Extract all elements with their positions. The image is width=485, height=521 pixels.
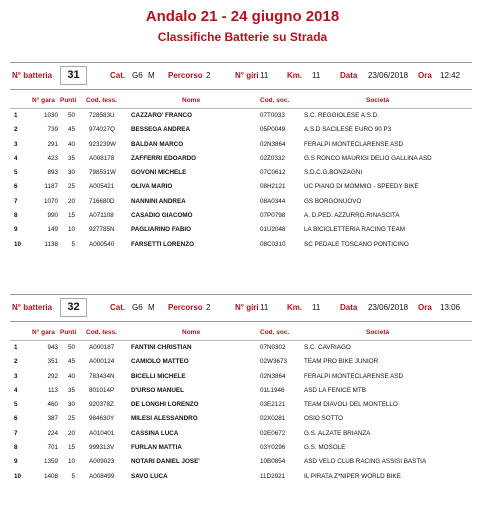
ora-value: 13:06	[440, 303, 461, 312]
row-club-name: S.C. CAVRIAGO	[304, 344, 351, 351]
row-position: 10	[14, 472, 22, 480]
row-race-number: 893	[47, 169, 58, 177]
table-row	[10, 109, 472, 123]
row-race-number: 943	[47, 344, 58, 351]
row-position: 8	[14, 212, 18, 220]
row-club-name: SC PEDALE TOSCANO PONTICINO	[304, 240, 409, 248]
row-club-code: 02W3673	[260, 358, 287, 366]
col-nome: Nome	[182, 97, 201, 104]
row-license: 974027Q	[89, 126, 115, 134]
row-name: OLIVA MARIO	[131, 183, 173, 191]
row-points: 40	[67, 372, 75, 380]
giri-label: N° giri	[235, 71, 259, 80]
row-club-name: FERALPI MONTECLARENSE ASD	[304, 372, 404, 380]
batteria-31-section	[10, 62, 472, 252]
cat-value: G6	[132, 303, 143, 312]
col-punti: Punti	[60, 97, 77, 104]
table-row	[10, 209, 472, 223]
batteria-number: 32	[60, 298, 87, 317]
row-position: 6	[14, 183, 18, 191]
row-club-name: ASD LA FENICE MTB	[304, 386, 366, 394]
row-race-number: 1187	[44, 183, 58, 191]
row-name: MILESI ALESSANDRO	[131, 415, 198, 423]
row-race-number: 113	[47, 386, 58, 394]
row-club-name: G.S RONCO MAURIGI DELIO GALLINA ASD	[304, 154, 432, 162]
batteria-header	[10, 294, 472, 322]
row-license: 984630Y	[89, 415, 115, 423]
row-license: 920378Z	[89, 401, 114, 409]
row-name: GOVONI MICHELE	[131, 169, 187, 177]
row-club-code: 08A0344	[260, 197, 286, 205]
table-row	[10, 370, 472, 384]
row-license: A071108	[89, 212, 114, 220]
table-row	[10, 412, 472, 426]
table-row	[10, 455, 472, 469]
row-club-code: 01U2048	[260, 226, 286, 234]
ora-value: 12:42	[440, 71, 461, 80]
sesso-value: M	[148, 303, 155, 312]
row-license: 728583U	[89, 112, 115, 119]
row-club-code: 02E0672	[260, 429, 286, 437]
row-club-code: 05P0049	[260, 126, 286, 134]
col-soc: Cod. soc.	[260, 329, 290, 336]
km-value: 11	[312, 71, 321, 80]
row-race-number: 1138	[44, 240, 58, 248]
cat-label: Cat.	[110, 71, 126, 80]
row-race-number: 292	[47, 372, 58, 380]
row-name: BALDAN MARCO	[131, 140, 184, 148]
percorso-label: Percorso	[168, 303, 203, 312]
row-position: 3	[14, 140, 18, 148]
row-name: NOTARI DANIEL JOSE'	[131, 458, 200, 466]
row-points: 10	[67, 226, 75, 234]
ora-label: Ora	[418, 303, 432, 312]
table-row	[10, 223, 472, 237]
row-club-code: 01L1946	[260, 386, 285, 394]
batteria-32-section	[10, 294, 472, 484]
row-club-code: 08C0310	[260, 240, 286, 248]
row-club-name: FERALPI MONTECLARENSE ASD	[304, 140, 404, 148]
batteria-label: N° batteria	[12, 71, 53, 80]
row-name: CAMIOLO MATTEO	[131, 358, 189, 366]
row-position: 1	[14, 344, 18, 351]
col-nome: Nome	[182, 329, 201, 336]
column-headers	[10, 94, 472, 109]
table-row	[10, 398, 472, 412]
giri-label: N° giri	[235, 303, 259, 312]
cat-label: Cat.	[110, 303, 126, 312]
row-race-number: 1408	[43, 472, 58, 480]
table-row	[10, 138, 472, 152]
table-row	[10, 180, 472, 194]
row-points: 45	[67, 358, 75, 366]
table-row	[10, 384, 472, 398]
row-points: 40	[67, 140, 75, 148]
row-position: 9	[14, 226, 18, 234]
row-license: 801014P	[89, 386, 115, 394]
row-club-name: S.D.C.G.BONZAGNI	[304, 169, 363, 177]
row-name: SAVO LUCA	[131, 472, 168, 480]
row-position: 5	[14, 169, 18, 177]
km-label: Km.	[287, 303, 303, 312]
row-race-number: 1359	[43, 458, 58, 466]
row-race-number: 149	[47, 226, 58, 234]
table-row	[10, 341, 472, 355]
row-name: BICELLI MICHELE	[131, 372, 186, 380]
row-race-number: 990	[47, 212, 58, 220]
row-club-name: A.S.D SACILESE EURO 90 P3	[304, 126, 392, 134]
row-points: 35	[67, 386, 75, 394]
row-club-code: 07P0798	[260, 212, 286, 220]
row-club-name: UC PIANO DI MOMMIO - SPEEDY BIKE	[304, 183, 419, 191]
row-name: FURLAN MATTIA	[131, 444, 182, 452]
row-license: 999313V	[89, 444, 115, 452]
row-license: 798531W	[89, 169, 116, 177]
row-points: 30	[67, 401, 75, 409]
row-points: 15	[67, 212, 75, 220]
row-club-name: A. D.PED. AZZURRO.RINASCITA	[304, 212, 400, 220]
row-club-code: 02N3864	[260, 372, 286, 380]
row-race-number: 224	[47, 429, 58, 437]
row-position: 4	[14, 386, 18, 394]
row-club-code: 07N0302	[260, 344, 286, 351]
data-label: Data	[340, 71, 358, 80]
data-value: 23/06/2018	[368, 71, 409, 80]
row-club-name: TEAM PRO BIKE JUNIOR	[304, 358, 379, 366]
batteria-header	[10, 62, 472, 90]
row-name: ZAFFERRI EDOARDO	[131, 154, 197, 162]
row-club-code: 03Y0296	[260, 444, 286, 452]
row-points: 10	[67, 458, 75, 466]
row-license: A000540	[89, 240, 115, 248]
col-societa: Società	[366, 97, 390, 104]
row-name: PAGLIARINO FABIO	[131, 226, 192, 234]
table-row	[10, 427, 472, 441]
row-name: CAZZARO' FRANCO	[131, 112, 192, 119]
cat-value: G6	[132, 71, 143, 80]
row-position: 2	[14, 126, 18, 134]
row-points: 20	[67, 197, 75, 205]
page-title: Andalo 21 - 24 giugno 2018	[145, 8, 340, 25]
row-points: 50	[67, 112, 75, 119]
row-license: 923239W	[89, 140, 116, 148]
row-race-number: 1070	[43, 197, 58, 205]
row-club-code: 02N3864	[260, 140, 286, 148]
column-headers	[10, 326, 472, 341]
row-position: 7	[14, 429, 18, 437]
row-points: 5	[71, 472, 75, 480]
row-club-name: G.S. MOSOLE	[304, 444, 346, 452]
row-points: 50	[67, 344, 75, 351]
table-row	[10, 152, 472, 166]
row-license: A008178	[89, 154, 115, 162]
col-societa: Società	[366, 329, 390, 336]
percorso-label: Percorso	[168, 71, 203, 80]
row-club-code: 02X0281	[260, 415, 286, 423]
table-row	[10, 166, 472, 180]
row-position: 7	[14, 197, 18, 205]
row-race-number: 387	[47, 415, 58, 423]
row-name: CASSINA LUCA	[131, 429, 179, 437]
giri-value: 11	[260, 303, 269, 312]
col-soc: Cod. soc.	[260, 97, 290, 104]
km-label: Km.	[287, 71, 303, 80]
row-race-number: 291	[47, 140, 58, 148]
col-gara: N° gara	[32, 97, 55, 104]
row-points: 5	[71, 240, 75, 248]
row-club-name: TEAM DIAVOLI DEL MONTELLO	[304, 401, 398, 409]
row-position: 4	[14, 154, 18, 162]
table-row	[10, 470, 472, 484]
row-name: NANNINI ANDREA	[131, 197, 186, 205]
row-license: A008499	[89, 472, 115, 480]
row-position: 5	[14, 401, 18, 409]
row-club-code: 07C0612	[260, 169, 286, 177]
batteria-label: N° batteria	[12, 303, 53, 312]
row-club-code: 11D2921	[260, 472, 286, 480]
row-club-code: 10B0854	[260, 458, 286, 466]
row-club-name: G.S. ALZATE BRIANZA	[304, 429, 371, 437]
col-punti: Punti	[60, 329, 77, 336]
batteria-number: 31	[60, 66, 87, 85]
row-club-name: OSIO SOTTO	[304, 415, 344, 423]
row-race-number: 423	[47, 154, 58, 162]
row-license: A010401	[89, 429, 115, 437]
row-club-code: 03E2121	[260, 401, 286, 409]
row-license: 783434N	[89, 372, 115, 380]
row-position: 9	[14, 458, 18, 466]
row-race-number: 460	[47, 401, 58, 409]
row-points: 30	[67, 169, 75, 177]
row-name: DE LONGHI LORENZO	[131, 401, 199, 409]
col-tess: Cod. tess.	[86, 97, 118, 104]
page-subtitle: Classifiche Batterie su Strada	[157, 30, 328, 44]
row-position: 3	[14, 372, 18, 380]
row-license: A005421	[89, 183, 115, 191]
row-name: BESSEGA ANDREA	[131, 126, 191, 134]
row-club-code: 02Z0332	[260, 154, 285, 162]
row-position: 1	[14, 112, 18, 119]
row-points: 25	[67, 183, 75, 191]
row-name: FANTINI CHRISTIAN	[131, 344, 192, 351]
row-club-name: LA BICICLETTERIA RACING TEAM	[304, 226, 406, 234]
row-position: 6	[14, 415, 18, 423]
data-label: Data	[340, 303, 358, 312]
col-gara: N° gara	[32, 329, 55, 336]
row-race-number: 701	[47, 444, 58, 452]
table-row	[10, 238, 472, 252]
row-license: A009023	[89, 458, 115, 466]
giri-value: 11	[260, 71, 269, 80]
table-row	[10, 441, 472, 455]
row-club-name: IL PIRATA Z*NIPER WORLD BIKE	[304, 472, 401, 480]
col-tess: Cod. tess.	[86, 329, 118, 336]
row-name: FARSETTI LORENZO	[131, 240, 194, 248]
table-row	[10, 355, 472, 369]
row-points: 35	[67, 154, 75, 162]
km-value: 11	[312, 303, 321, 312]
sesso-value: M	[148, 71, 155, 80]
row-license: A000124	[89, 358, 115, 366]
table-row	[10, 123, 472, 137]
row-club-code: 08H2121	[260, 183, 286, 191]
row-club-code: 07T0033	[260, 112, 285, 119]
row-points: 25	[67, 415, 75, 423]
ora-label: Ora	[418, 71, 432, 80]
row-license: 716680D	[89, 197, 115, 205]
row-points: 20	[67, 429, 75, 437]
row-license: A000187	[89, 344, 115, 351]
row-club-name: S.C. REGGIOLESE A.S.D.	[304, 112, 379, 119]
row-points: 15	[67, 444, 75, 452]
row-race-number: 351	[47, 358, 58, 366]
row-race-number: 1030	[43, 112, 58, 119]
row-club-name: GS BORGONUOVO	[304, 197, 362, 205]
table-row	[10, 195, 472, 209]
row-points: 45	[67, 126, 75, 134]
row-position: 8	[14, 444, 18, 452]
percorso-value: 2	[206, 71, 211, 80]
data-value: 23/06/2018	[368, 303, 409, 312]
row-name: CASADIO GIACOMO	[131, 212, 193, 220]
percorso-value: 2	[206, 303, 211, 312]
row-club-name: ASD VELO CLUB RACING ASSISI BASTIA	[304, 458, 427, 466]
row-position: 2	[14, 358, 18, 366]
row-license: 927785N	[89, 226, 115, 234]
row-name: D'URSO MANUEL	[131, 386, 184, 394]
row-position: 10	[14, 240, 22, 248]
row-race-number: 739	[47, 126, 58, 134]
